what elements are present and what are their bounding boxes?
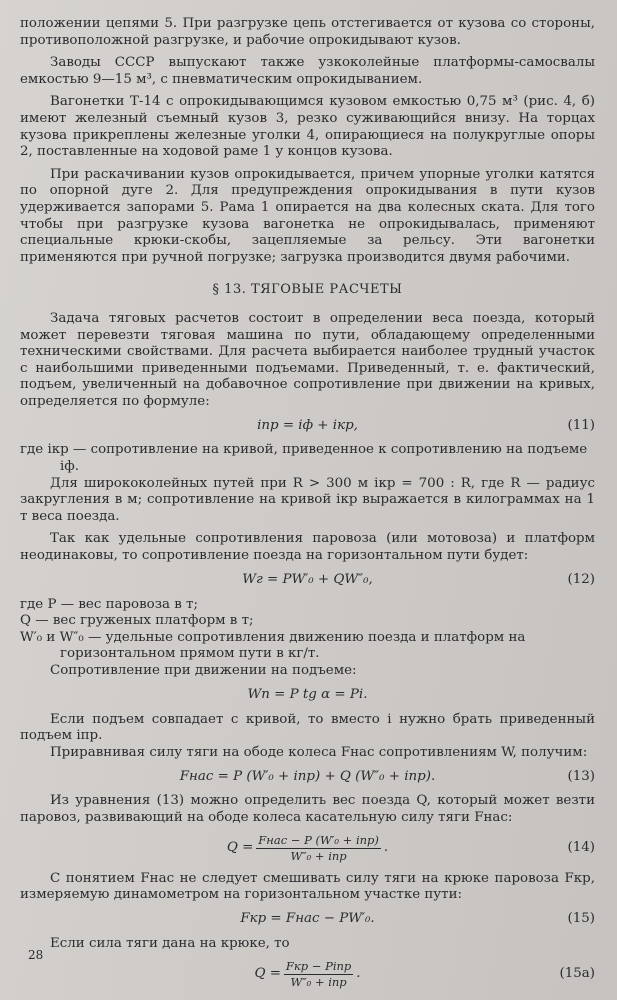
equation-number: (11) — [567, 418, 595, 434]
equation-number: (15) — [567, 911, 595, 927]
definition: W′₀ и W″₀ — удельные сопротивления движению поезда и платформ на горизонтальном прямом пути в кг/т. — [20, 629, 526, 662]
equation-number: (12) — [567, 572, 595, 588]
equation-lhs: Q = — [226, 840, 254, 856]
paragraph: Для ширококолейных путей при R > 300 м iкр = 700 : R, где R — радиус закругления в м; сопротивление на кривой iкр выражается в килограммах на 1 т веса поезда. — [20, 475, 595, 524]
paragraph: Задача тяговых расчетов состоит в определении веса поезда, который может перевезти тяговая машина по пути, обладающему определенными техническими свойствами. Для расчета выбирается наиболее трудный участок с наибольшими приведенными подъемами. Приведенный, т. е. фактический, подъем, увеличенный на добавочное сопротивление при движении на кривых, определяется по формуле: — [20, 310, 595, 409]
paragraph: С понятием Fнас не следует смешивать силу тяги на крюке паровоза Fкр, измеряемую динамометром на горизонтальном участке пути: — [20, 870, 595, 903]
page-text — [20, 16, 595, 996]
equation — [20, 957, 595, 991]
equation-body: Fнас = P (W′₀ + iпр) + Q (W″₀ + iпр). — [179, 769, 436, 785]
denominator: W″₀ + iпр — [290, 974, 347, 989]
definition: Q — вес груженых платформ в т; — [20, 613, 254, 629]
equation-end: . — [383, 840, 389, 856]
equation-body: Wп = P tg α = Pi. — [247, 687, 368, 703]
paragraph: Сопротивление при движении на подъеме: — [50, 663, 357, 678]
page-number: 28 — [28, 948, 44, 962]
paragraph: При раскачивании кузов опрокидывается, причем упорные уголки катятся по опорной дуге 2. Для предупреждения опрокидывания в пути кузов удерживается запорами 5. Рама 1 опирается на два колесных ската. Для того чтобы при разгрузке кузова вагонетка не опрокидывалась, применяют специальные крюки-скобы, зацепляемые за рельсу. Эти вагонетки применяются при ручной погрузке; загрузка производится двумя рабочими. — [20, 166, 595, 265]
equation — [20, 766, 595, 788]
paragraph: Если сила тяги дана на крюке, то — [50, 935, 290, 951]
equation-body: Wг = PW′₀ + QW″₀, — [242, 572, 373, 588]
numerator: Fнас − P (W′₀ + iпр) — [258, 833, 379, 848]
paragraph: Вагонетки Т-14 с опрокидывающимся кузовом емкостью 0,75 м³ (рис. 4, б) имеют железный съемный кузов 3, резко суживающийся внизу. На торцах кузова прикреплены железные уголки 4, опирающиеся на полукруглые опоры 2, поставленные на ходовой раме 1 у концов кузова. — [20, 94, 595, 160]
equation-number: (13) — [567, 769, 595, 785]
equation-number: (14) — [567, 840, 595, 856]
equation-number: (15а) — [559, 966, 595, 982]
section-heading: § 13. ТЯГОВЫЕ РАСЧЕТЫ — [212, 282, 403, 298]
equation — [20, 909, 595, 931]
paragraph: Если подъем совпадает с кривой, то вместо i нужно брать приведенный подъем iпр. — [20, 711, 595, 744]
paragraph: Так как удельные сопротивления паровоза (или мотовоза) и платформ неодинаковы, то сопротивление поезда на горизонтальном пути будет: — [20, 531, 595, 564]
paragraph: где iкр — сопротивление на кривой, приведенное к сопротивлению на подъеме iф. — [20, 442, 588, 475]
equation — [20, 415, 595, 437]
fraction — [256, 834, 381, 863]
equation — [20, 832, 595, 866]
paragraph: Заводы СССР выпускают также узкоколейные платформы-самосвалы емкостью 9—15 м³, с пневматическим опрокидыванием. — [20, 55, 595, 87]
numerator: Fкр − Piпр — [285, 958, 352, 973]
equation-lhs: Q = — [254, 966, 281, 982]
equation-body: Fкр = Fнас − PW′₀. — [240, 911, 375, 927]
equation — [20, 685, 595, 707]
paragraph: Приравнивая силу тяги на ободе колеса Fнас сопротивлениям W, получим: — [50, 744, 588, 760]
definition: где P — вес паровоза в т; — [20, 596, 198, 612]
equation — [20, 570, 595, 592]
equation-body: iпр = iф + iкр, — [257, 418, 358, 434]
denominator: W″₀ + iпр — [290, 849, 347, 864]
equation-end: . — [356, 966, 361, 982]
paragraph: положении цепями 5. При разгрузке цепь отстегивается от кузова со стороны, противоположной разгрузке, и рабочие опрокидывают кузов. — [20, 16, 595, 48]
fraction — [284, 960, 353, 989]
paragraph: Из уравнения (13) можно определить вес поезда Q, который может везти паровоз, развивающий на ободе колеса касательную силу тяги Fнас: — [20, 793, 595, 825]
